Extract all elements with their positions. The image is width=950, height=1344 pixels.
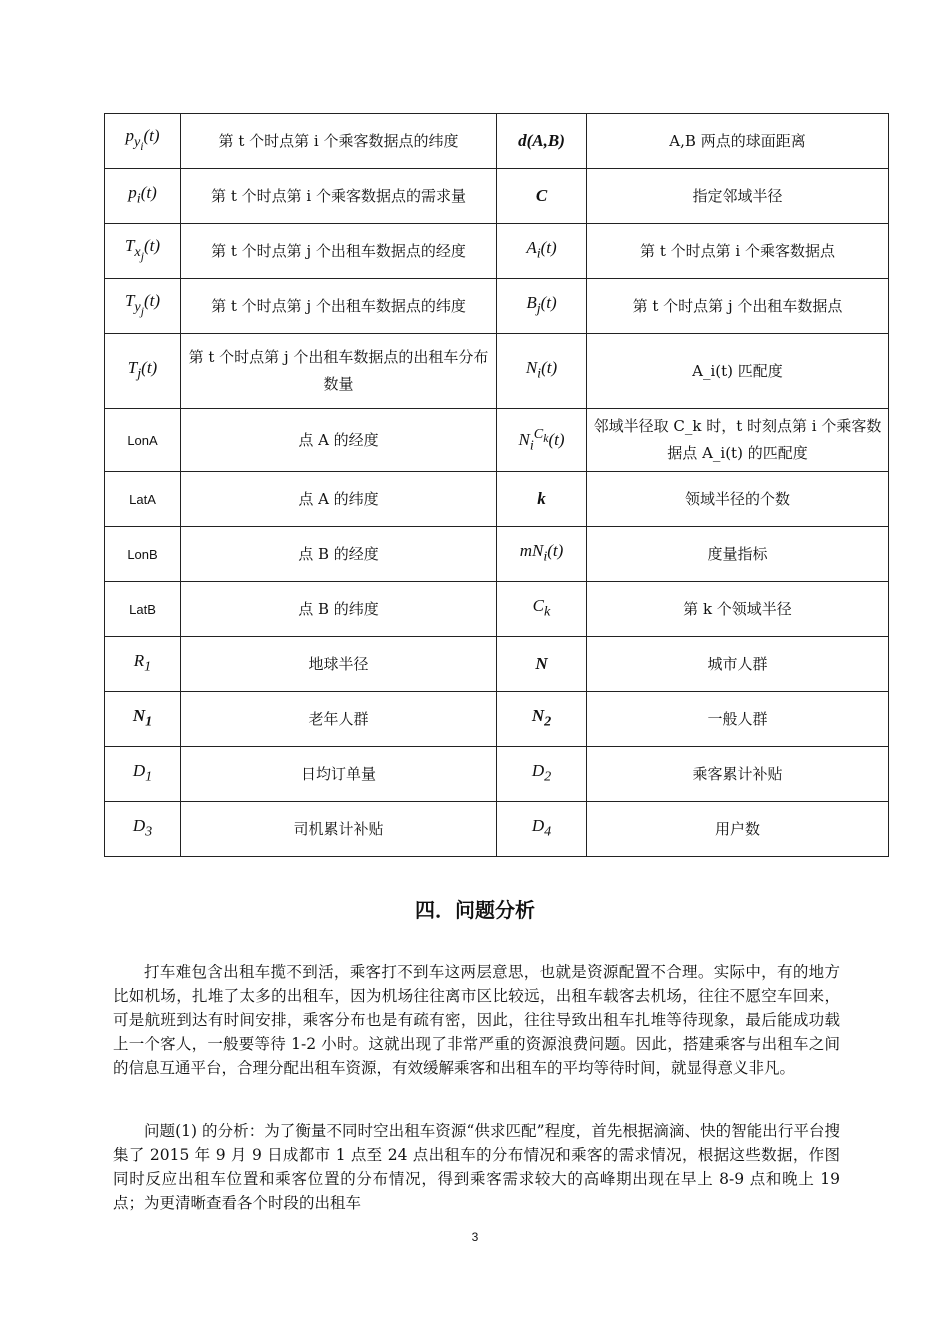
description-cell: 第 t 个时点第 i 个乘客数据点的纬度	[181, 114, 497, 169]
symbol-cell: $T_{x_j}(t)$	[105, 224, 181, 279]
description-cell: 第 t 个时点第 j 个出租车数据点的出租车分布数量	[181, 334, 497, 409]
description-cell: 点 A 的纬度	[181, 472, 497, 527]
table-row	[105, 692, 889, 747]
description-cell: 指定邻域半径	[587, 169, 889, 224]
description-cell: 邻域半径取 C_k 时，t 时刻点第 i 个乘客数据点 A_i(t) 的匹配度	[587, 409, 889, 472]
description-cell: 司机累计补贴	[181, 802, 497, 857]
symbol-table	[104, 113, 889, 857]
description-cell: 第 t 个时点第 i 个乘客数据点	[587, 224, 889, 279]
symbol-cell: $D_4$	[497, 802, 587, 857]
description-cell: 地球半径	[181, 637, 497, 692]
table-row	[105, 169, 889, 224]
description-cell: 用户数	[587, 802, 889, 857]
symbol-cell: C	[497, 169, 587, 224]
symbol-cell: LonA	[105, 409, 181, 472]
symbol-cell: LatA	[105, 472, 181, 527]
description-cell: A_i(t) 匹配度	[587, 334, 889, 409]
description-cell: 第 t 个时点第 j 个出租车数据点的经度	[181, 224, 497, 279]
description-cell: 领域半径的个数	[587, 472, 889, 527]
table-row	[105, 409, 889, 472]
symbol-cell: k	[497, 472, 587, 527]
description-cell: 乘客累计补贴	[587, 747, 889, 802]
paragraph: 问题(1) 的分析：为了衡量不同时空出租车资源“供求匹配”程度，首先根据滴滴、快的智能出行平台搜集了 2015 年 9 月 9 日成都市 1 点至 24 点出租车的分布情况和乘客的需求情况，根据这些数据，作图同时反应出租车位置和乘客位置的分布情况，得到乘客需求较大的高峰期出现在早上 8-9 点和晚上 19 点；为更清晰查看各个时段的出租车	[113, 1122, 840, 1212]
page-number: 3	[471, 1230, 479, 1244]
symbol-cell: $R_1$	[105, 637, 181, 692]
symbol-cell: $D_1$	[105, 747, 181, 802]
table-row	[105, 747, 889, 802]
paragraph: 打车难包含出租车揽不到活，乘客打不到车这两层意思，也就是资源配置不合理。实际中，有的地方比如机场，扎堆了太多的出租车，因为机场往往离市区比较远，出租车载客去机场，往往不愿空车回来，可是航班到达有时间安排，乘客分布也是有疏有密，因此，往往导致出租车扎堆等待现象，最后能成功载上一个客人，一般要等待 1-2 小时。这就出现了非常严重的资源浪费问题。因此，搭建乘客与出租车之间的信息互通平台，合理分配出租车资源，有效缓解乘客和出租车的平均等待时间，就显得意义非凡。	[113, 963, 840, 1077]
symbol-cell: $p_{y_i}(t)$	[105, 114, 181, 169]
table-row	[105, 224, 889, 279]
symbol-cell: $B_j(t)$	[497, 279, 587, 334]
table-row	[105, 527, 889, 582]
description-cell: 点 B 的纬度	[181, 582, 497, 637]
table-row	[105, 582, 889, 637]
table-row	[105, 114, 889, 169]
description-cell: 老年人群	[181, 692, 497, 747]
description-cell: 第 t 个时点第 i 个乘客数据点的需求量	[181, 169, 497, 224]
table-row	[105, 279, 889, 334]
description-cell: 度量指标	[587, 527, 889, 582]
symbol-cell: $N_2$	[497, 692, 587, 747]
table-row	[105, 334, 889, 409]
symbol-cell: N	[497, 637, 587, 692]
description-cell: 点 A 的经度	[181, 409, 497, 472]
table-row	[105, 802, 889, 857]
symbol-cell: $mN_i(t)$	[497, 527, 587, 582]
symbol-cell: $p_i(t)$	[105, 169, 181, 224]
table-row	[105, 637, 889, 692]
symbol-cell: $T_{y_j}(t)$	[105, 279, 181, 334]
description-cell: 城市人群	[587, 637, 889, 692]
symbol-cell: $T_j(t)$	[105, 334, 181, 409]
table-row	[105, 472, 889, 527]
symbol-cell: $N_i^{C_k}(t)$	[497, 409, 587, 472]
symbol-cell: $N_1$	[105, 692, 181, 747]
description-cell: A,B 两点的球面距离	[587, 114, 889, 169]
section-title: 四．问题分析	[415, 898, 535, 922]
symbol-cell: $C_k$	[497, 582, 587, 637]
description-cell: 日均订单量	[181, 747, 497, 802]
symbol-cell: $N_i(t)$	[497, 334, 587, 409]
symbol-cell: $D_3$	[105, 802, 181, 857]
symbol-cell: d(A,B)	[497, 114, 587, 169]
symbol-cell: LatB	[105, 582, 181, 637]
description-cell: 第 k 个领域半径	[587, 582, 889, 637]
description-cell: 点 B 的经度	[181, 527, 497, 582]
description-cell: 第 t 个时点第 j 个出租车数据点的纬度	[181, 279, 497, 334]
description-cell: 第 t 个时点第 j 个出租车数据点	[587, 279, 889, 334]
symbol-cell: LonB	[105, 527, 181, 582]
symbol-cell: $A_i(t)$	[497, 224, 587, 279]
symbol-cell: $D_2$	[497, 747, 587, 802]
description-cell: 一般人群	[587, 692, 889, 747]
